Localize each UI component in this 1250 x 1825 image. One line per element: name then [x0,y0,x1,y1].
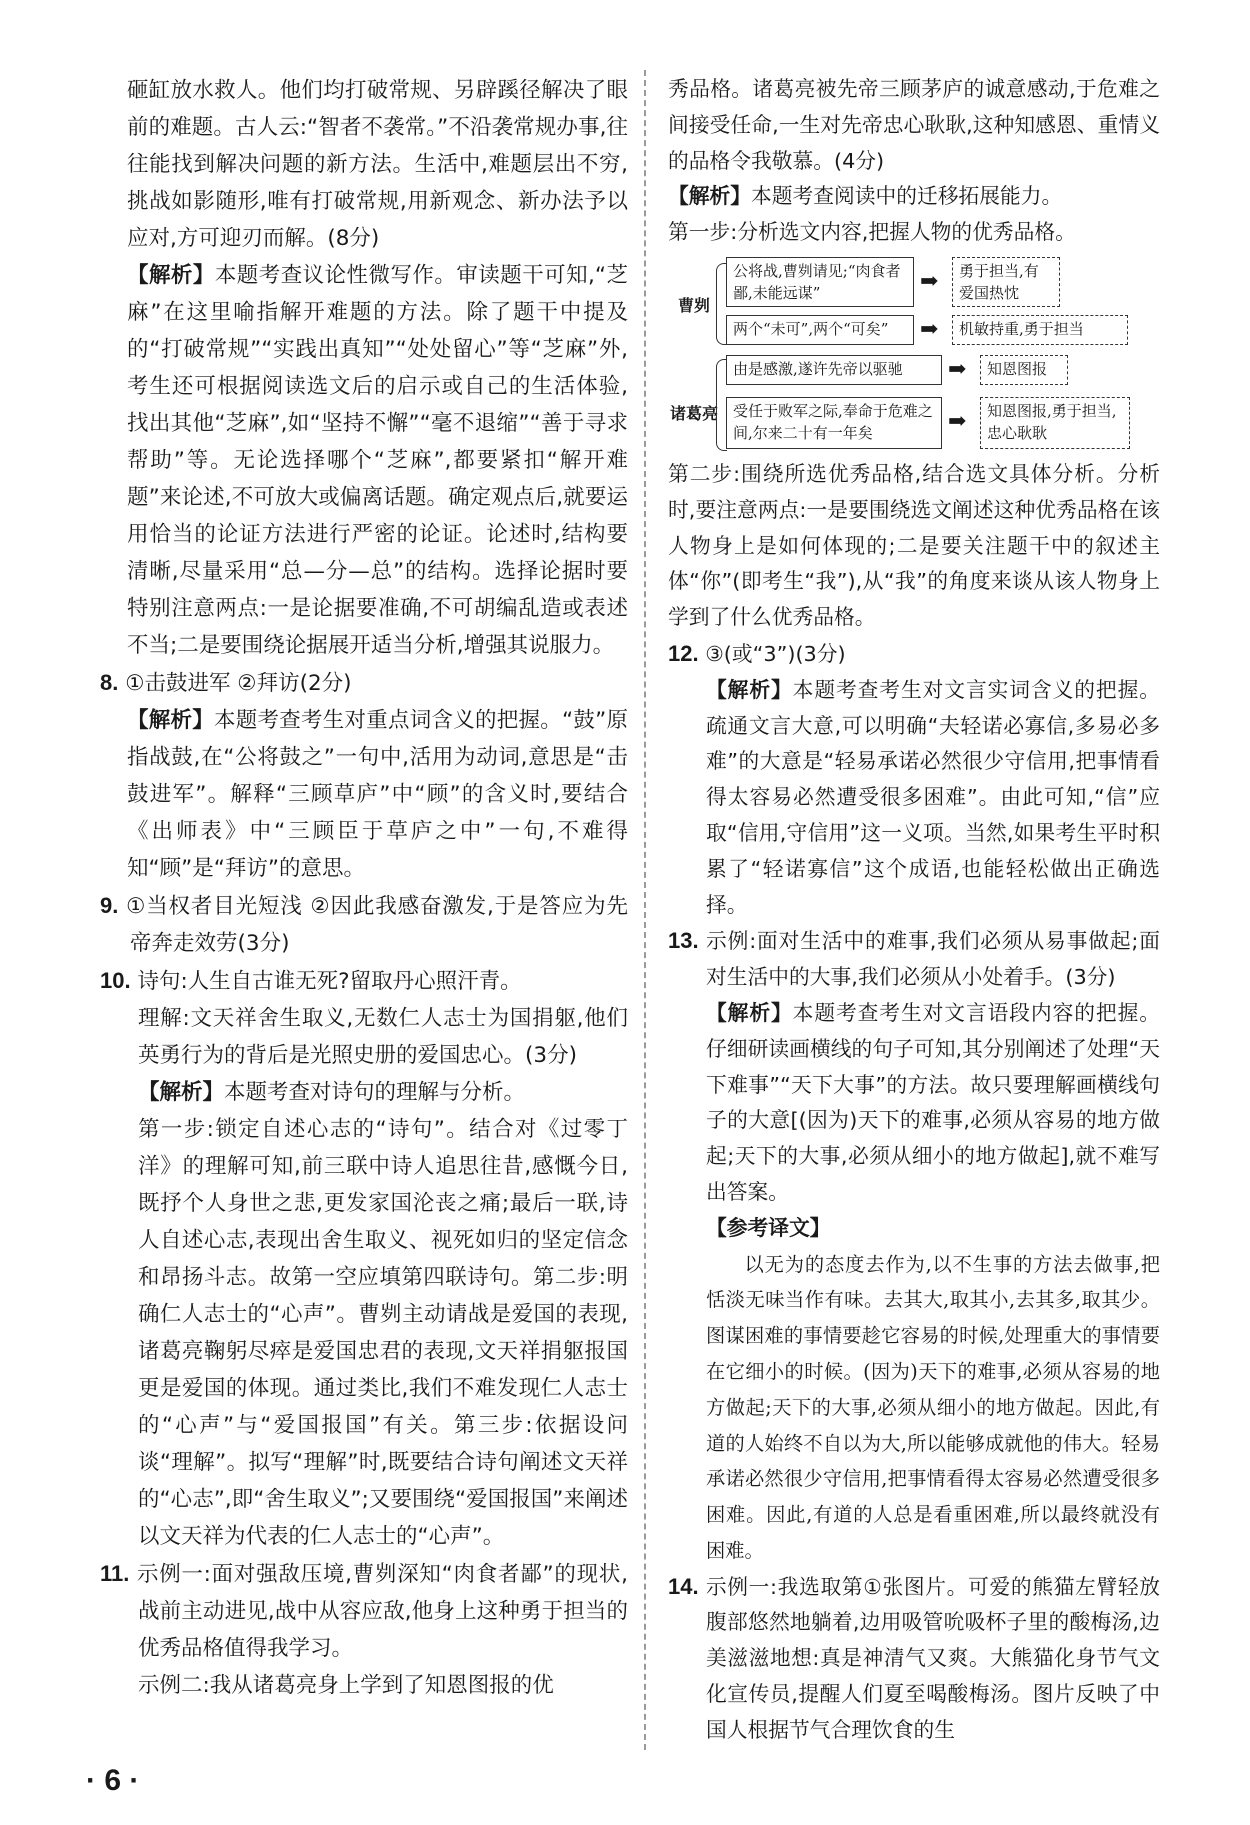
analysis-8 [100,702,628,887]
q12-number: 12. [668,640,699,666]
answer-13 [668,923,1160,996]
diagram-zhu-quality-1: 知恩图报 [980,355,1068,385]
q9-number: 9. [100,893,119,918]
q8-number: 8. [100,670,119,695]
q8-answer: ①击鼓进军 ②拜访(2分) [125,671,352,696]
analysis-11-step1: 第一步:分析选文内容,把握人物的优秀品格。 [668,220,1076,245]
column-divider [644,70,646,1750]
analysis-tag: 【解析】 [127,263,215,288]
analysis-11 [668,179,1160,215]
page-number: · 6 · [86,1764,140,1797]
answer-9 [100,887,628,962]
q11-example-2-cont: 秀品格。诸葛亮被先帝三顾茅庐的诚意感动,于危难之间接受任命,一生对先帝忠心耿耿,这种知感恩、重情义的品格令我敬慕。(4分) [668,77,1160,173]
diagram-cao-quality-2: 机敏持重,勇于担当 [952,315,1128,345]
diagram-cao-evidence-1: 公将战,曹刿请见;“肉食者鄙,未能远谋” [726,257,914,307]
diagram-name-zhuge-liang: 诸葛亮 [670,403,719,423]
analysis-13 [668,996,1160,1211]
q10-number: 10. [100,968,131,993]
diagram-zhu-quality-2: 知恩图报,勇于担当,忠心耿耿 [980,397,1130,449]
diagram-zhu-evidence-2: 受任于败军之际,奉命于危难之间,尔来二十有一年矣 [726,397,942,449]
answer-12 [668,636,1160,673]
analysis-tag: 【解析】 [138,1080,225,1105]
analysis-13-text: 本题考查考生对文言语段内容的把握。仔细研读画横线的句子可知,其分别阐述了处理“天下难事”“天下大事”的方法。故只要理解画横线句子的大意[(因为)天下的难事,必须从容易的地方做起;天下的大事,必须从细小的地方做起],就不难写出答案。 [706,1000,1160,1204]
diagram-zhu-evidence-1: 由是感激,遂许先帝以驱驰 [726,355,942,385]
answer-14 [668,1569,1160,1749]
analysis-10 [100,1074,628,1111]
analysis-12-text: 本题考查考生对文言实词含义的把握。疏通文言大意,可以明确“夫轻诺必寡信,多易必多难”的大意是“轻易承诺必然很少守信用,把事情看得太容易必然遭受很多困难”。由此可知,“信”应取“信用,守信用”这一义项。当然,如果考生平时积累了“轻诺寡信”这个成语,也能轻松做出正确选择。 [706,677,1160,917]
analysis-12 [668,673,1160,924]
arrow-icon: ➡ [920,268,939,294]
arrow-icon: ➡ [920,316,939,342]
analysis-8-text: 本题考查考生对重点词含义的把握。“鼓”原指战鼓,在“公将鼓之”一句中,活用为动词,意思是“击鼓进军”。解释“三顾草庐”中“顾”的含义时,要结合《出师表》中“三顾臣于草庐之中”一句,不难得知“顾”是“拜访”的意思。 [127,708,628,881]
answer-11 [100,1555,628,1667]
q13-number: 13. [668,928,699,954]
translation-tag: 【参考译文】 [706,1215,831,1240]
analysis-10-steps: 第一步:锁定自述心志的“诗句”。结合对《过零丁洋》的理解可知,前三联中诗人追思往昔,感慨今日,既抒个人身世之悲,更发家国沦丧之痛;最后一联,诗人自述心志,表现出舍生取义、视死如归的坚定信念和昂扬斗志。故第一空应填第四联诗句。第二步:明确仁人志士的“心声”。曹刿主动请战是爱国的表现,诸葛亮鞠躬尽瘁是爱国忠君的表现,文天祥捐躯报国更是爱国的体现。通过类比,我们不难发现仁人志士的“心声”与“爱国报国”有关。第三步:依据设问谈“理解”。拟写“理解”时,既要结合诗句阐述文天祥的“心志”,即“舍生取义”;又要围绕“爱国报国”来阐述以文天祥为代表的仁人志士的“心声”。 [138,1117,628,1549]
analysis-7-text: 本题考查议论性微写作。审读题干可知,“芝麻”在这里喻指解开难题的方法。除了题干中提及的“打破常规”“实践出真知”“处处留心”等“芝麻”外,考生还可根据阅读选文后的启示或自己的生活体验,找出其他“芝麻”,如“坚持不懈”“毫不退缩”“善于寻求帮助”等。无论选择哪个“芝麻”,都要紧扣“解开难题”来论述,不可放大或偏离话题。确定观点后,就要运用恰当的论证方法进行严密的论证。论述时,结构要清晰,尽量采用“总—分—总”的结构。选择论据时要特别注意两点:一是论据要准确,不可胡编乱造或表述不当;二是要围绕论据展开适当分析,增强其说服力。 [127,263,628,658]
left-column [100,72,628,1704]
analysis-11-step2: 第二步:围绕所选优秀品格,结合选文具体分析。分析时,要注意两点:一是要围绕选文阐述这种优秀品格在该人物身上是如何体现的;二是要关注题干中的叙述主体“你”(即考生“我”),从“我”的角度来谈从该人物身上学到了什么优秀品格。 [668,461,1160,630]
q11-example-1: 示例一:面对强敌压境,曹刿深知“肉食者鄙”的现状,战前主动进见,战中从容应敌,他身上这种勇于担当的优秀品格值得我学习。 [136,1562,628,1661]
q9-answer: ①当权者目光短浅 ②因此我感奋激发,于是答应为先帝奔走效劳(3分) [126,894,628,956]
q13-answer: 示例:面对生活中的难事,我们必须从易事做起;面对生活中的大事,我们必须从小处着手。(3分) [706,929,1160,990]
q11-number: 11. [100,1561,130,1586]
q14-number: 14. [668,1573,699,1599]
analysis-7 [100,257,628,664]
arrow-icon: ➡ [948,356,967,382]
analysis-tag: 【解析】 [127,708,214,733]
answer-8 [100,664,628,702]
diagram-name-cao-gui: 曹刿 [678,295,711,315]
q12-answer: ③(或“3”)(3分) [705,641,846,666]
diagram-cao-quality-1: 勇于担当,有爱国热忱 [952,257,1060,307]
q10-understanding: 理解:文天祥舍生取义,无数仁人志士为国捐躯,他们英勇行为的背后是光照史册的爱国忠心。(3分) [138,1006,628,1068]
answer-10 [100,962,628,1000]
right-column [668,72,1160,1749]
analysis-tag: 【解析】 [706,1000,793,1025]
diagram-cao-evidence-2: 两个“未可”,两个“可矣” [726,315,914,345]
analysis-10-text: 本题考查对诗句的理解与分析。 [224,1080,526,1105]
q11-example-2-start: 示例二:我从诸葛亮身上学到了知恩图报的优 [138,1673,554,1698]
q10-poem-line: 诗句:人生自古谁无死?留取丹心照汗青。 [137,969,522,994]
analysis-11-text: 本题考查阅读中的迁移拓展能力。 [751,184,1063,209]
analysis-tag: 【解析】 [668,184,752,209]
translation-text: 以无为的态度去作为,以不生事的方法去做事,把恬淡无味当作有味。去其大,取其小,去其多,取其少。图谋困难的事情要趁它容易的时候,处理重大的事情要在它细小的时候。(因为)天下的难事,必须从容易的地方做起;天下的大事,必须从细小的地方做起。因此,有道的人始终不自以为大,所以能够成就他的伟大。轻易承诺必然很少守信用,把事情看得太容易必然遭受很多困难。因此,有道的人总是看重困难,所以最终就没有困难。 [706,1252,1160,1562]
q14-answer: 示例一:我选取第①张图片。可爱的熊猫左臂轻放腹部悠然地躺着,边用吸管吮吸杯子里的酸梅汤,边美滋滋地想:真是神清气又爽。大熊猫化身节气文化宣传员,提醒人们夏至喝酸梅汤。图片反映了中国人根据节气合理饮食的生 [705,1574,1160,1742]
arrow-icon: ➡ [948,408,967,434]
answer-7-text: 砸缸放水救人。他们均打破常规、另辟蹊径解决了眼前的难题。古人云:“智者不袭常。”不沿袭常规办事,往往能找到解决问题的新方法。生活中,难题层出不穷,挑战如影随形,唯有打破常规,用新观念、新办法予以应对,方可迎刃而解。(8分) [127,78,628,251]
character-diagram [668,255,1160,455]
analysis-tag: 【解析】 [706,677,793,702]
